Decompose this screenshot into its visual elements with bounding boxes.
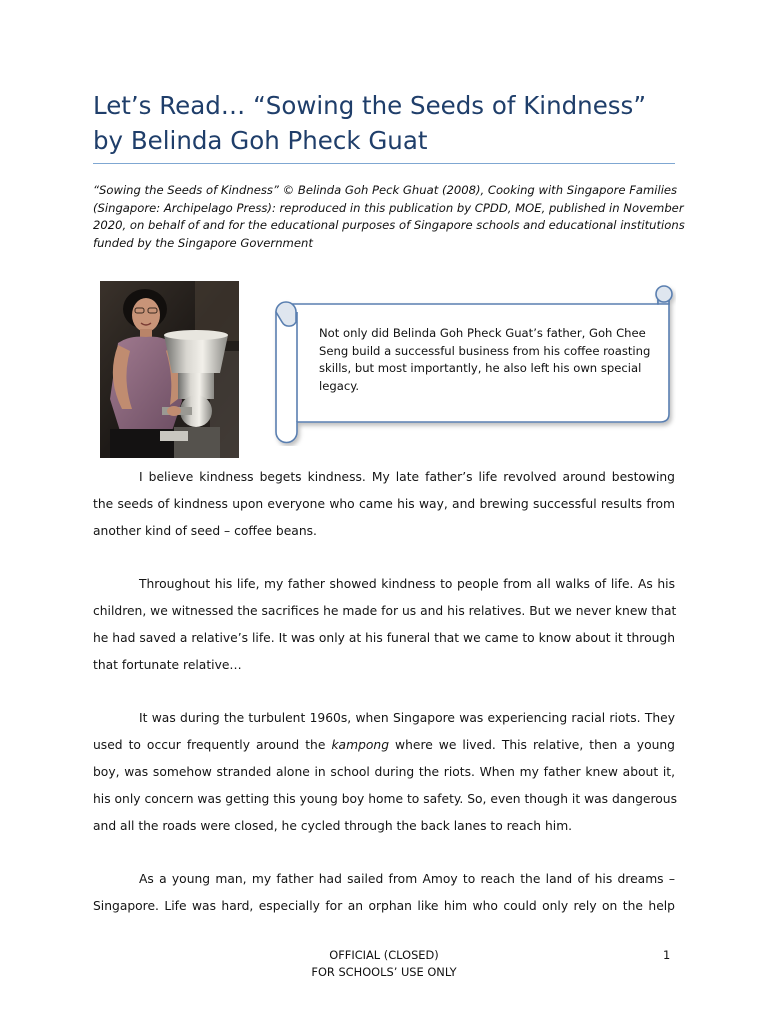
citation-line: “Sowing the Seeds of Kindness” © Belinda Goh Peck Ghuat (2008), Cooking with Singapore Families (93, 183, 678, 197)
author-photo (100, 281, 239, 458)
body-paragraph (93, 571, 675, 679)
paragraph-line: the seeds of kindness upon everyone who came his way, and brewing successful results from (93, 497, 675, 511)
title-divider (93, 163, 675, 164)
paragraph-line-with-italic: used to occur frequently around the kampong where we lived. This relative, then a young (93, 738, 675, 752)
body-paragraph (93, 705, 675, 840)
paragraph-line: Throughout his life, my father showed kindness to people from all walks of life. As his (139, 577, 675, 591)
footer-line: FOR SCHOOLS’ USE ONLY (311, 965, 457, 979)
paragraph-line: that fortunate relative… (93, 658, 242, 672)
callout-line: skills, but most importantly, he also left his own special (319, 361, 642, 376)
paragraph-line: his only concern was getting this young boy home to safety. So, even though it was dangerous (93, 792, 677, 806)
citation-line: funded by the Singapore Government (93, 235, 313, 250)
callout-text (319, 325, 659, 395)
paragraph-line: I believe kindness begets kindness. My late father’s life revolved around bestowing (139, 470, 675, 484)
paragraph-line: another kind of seed – coffee beans. (93, 524, 317, 538)
copyright-citation (93, 182, 685, 252)
citation-line: (Singapore: Archipelago Press): reproduced in this publication by CPDD, MOE, published in November (93, 200, 684, 215)
footer-classification (234, 947, 534, 981)
italic-word: kampong (331, 738, 390, 752)
title-line-1: Let’s Read… “Sowing the Seeds of Kindness” (93, 91, 647, 120)
page-number: 1 (663, 948, 671, 962)
title-line-2: by Belinda Goh Pheck Guat (93, 126, 428, 155)
paragraph-line: As a young man, my father had sailed from Amoy to reach the land of his dreams – (139, 872, 675, 886)
paragraph-line: It was during the turbulent 1960s, when Singapore was experiencing racial riots. They (139, 711, 675, 725)
paragraph-line: Singapore. Life was hard, especially for an orphan like him who could only rely on the help (93, 899, 675, 913)
body-paragraph (93, 464, 675, 545)
body-paragraph (93, 866, 675, 920)
paragraph-line: he had saved a relative’s life. It was only at his funeral that we came to know about it through (93, 631, 675, 645)
callout-line: legacy. (319, 378, 360, 393)
citation-line: 2020, on behalf of and for the educational purposes of Singapore schools and educational institutions (93, 218, 685, 233)
paragraph-line: boy, was somehow stranded alone in school during the riots. When my father knew about it, (93, 765, 675, 779)
callout-line: Not only did Belinda Goh Pheck Guat’s father, Goh Chee (319, 326, 646, 340)
page-title (93, 88, 693, 158)
footer-line: OFFICIAL (CLOSED) (329, 948, 439, 962)
callout-line: Seng build a successful business from his coffee roasting (319, 343, 651, 358)
paragraph-line: children, we witnessed the sacrifices he made for us and his relatives. But we never knew that (93, 604, 677, 618)
paragraph-line: and all the roads were closed, he cycled through the back lanes to reach him. (93, 819, 573, 833)
